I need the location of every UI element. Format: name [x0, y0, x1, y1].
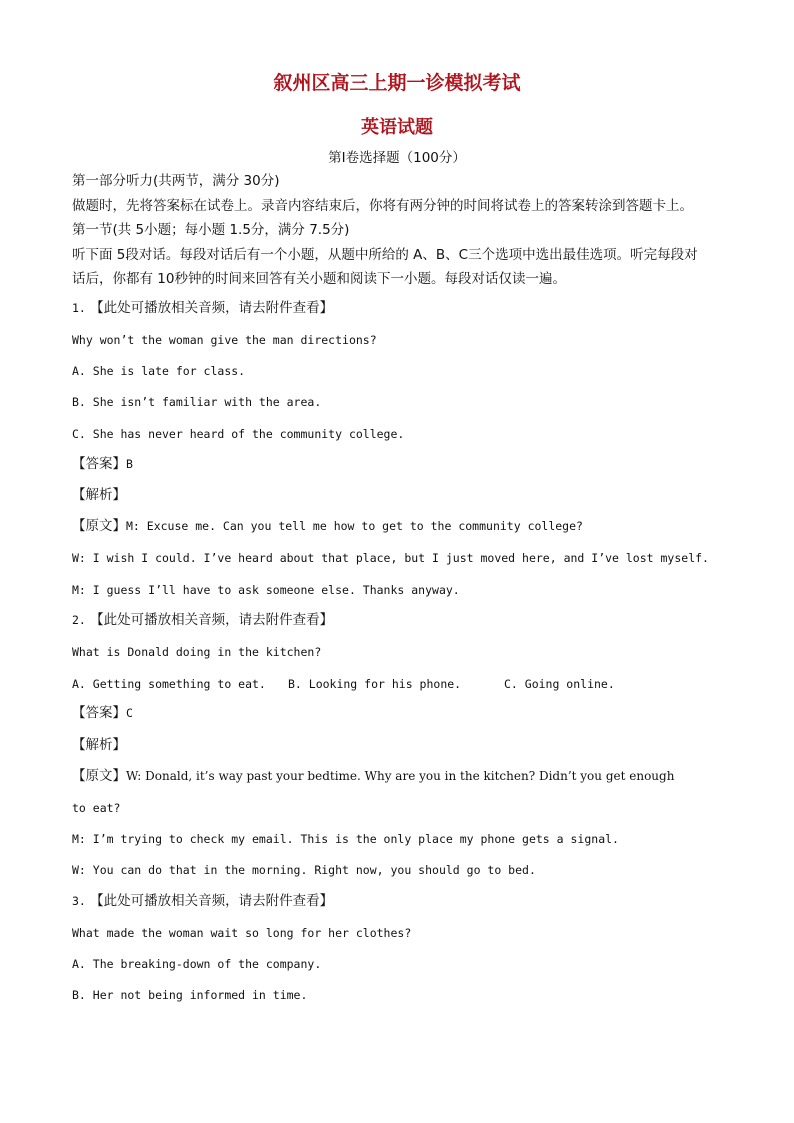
subject-title: 英语试题: [361, 117, 433, 138]
q3-option-b: B. Her not being informed in time.: [72, 988, 308, 1002]
q1-audio-link[interactable]: 【此处可播放相关音频，请去附件查看】: [90, 300, 334, 316]
q2-original-line3: W: You can do that in the morning. Right now, you should go to bed.: [72, 863, 536, 877]
q2-answer-value: C: [126, 706, 133, 720]
q2-original-line2: M: I’m trying to check my email. This is the only place my phone gets a signal.: [72, 832, 619, 846]
q2-answer: [72, 704, 133, 722]
q2-analysis-label: 【解析】: [72, 737, 126, 753]
q3-header: [72, 892, 333, 910]
q3-option-a: A. The breaking-down of the company.: [72, 957, 322, 971]
q2-question: What is Donald doing in the kitchen?: [72, 645, 322, 659]
instruction-text: 做题时，先将答案标在试卷上。录音内容结束后，你将有两分钟的时间将试卷上的答案转涂到答题卡上。: [72, 198, 693, 214]
q2-audio-link[interactable]: 【此处可播放相关音频，请去附件查看】: [90, 612, 334, 628]
q3-audio-link[interactable]: 【此处可播放相关音频，请去附件查看】: [90, 893, 334, 909]
q1-original-line2: W: I wish I could. I’ve heard about that place, but I just moved here, and I’ve lost myself.: [72, 551, 709, 565]
q2-option-c: C. Going online.: [504, 677, 615, 691]
q2-option-b: B. Looking for his phone.: [288, 677, 462, 691]
section1-desc-line2: 话后，你都有 10秒钟的时间来回答有关小题和阅读下一小题。每段对话仅读一遍。: [72, 271, 566, 287]
q2-answer-label: 【答案】: [72, 705, 126, 721]
q1-analysis-label: 【解析】: [72, 487, 126, 503]
q1-original-line3: M: I guess I’ll have to ask someone else. Thanks anyway.: [72, 583, 460, 597]
q2-original-text1: W: Donald, it’s way past your bedtime. Why are you in the kitchen? Didn’t you get enough: [126, 769, 675, 783]
q2-options: [72, 675, 615, 693]
q1-question: Why won’t the woman give the man directions?: [72, 333, 377, 347]
q1-option-c: C. She has never heard of the community college.: [72, 427, 405, 441]
q2-header: [72, 611, 333, 629]
q1-option-a: A. She is late for class.: [72, 364, 246, 378]
q1-answer-label: 【答案】: [72, 456, 126, 472]
q1-original-line1: [72, 517, 583, 535]
q2-original-line1b: to eat?: [72, 801, 121, 815]
q2-original-line1: [72, 767, 674, 785]
q2-original-label: 【原文】: [72, 768, 126, 784]
q1-option-b: B. She isn’t familiar with the area.: [72, 395, 322, 409]
q2-option-a: A. Getting something to eat.: [72, 677, 266, 691]
q3-question: What made the woman wait so long for her clothes?: [72, 926, 412, 940]
q2-number: 2.: [72, 613, 86, 627]
part1-heading: 第一部分听力(共两节，满分 30分): [72, 173, 280, 189]
q1-answer-value: B: [126, 457, 133, 471]
q1-answer: [72, 455, 133, 473]
q1-original-text1: M: Excuse me. Can you tell me how to get to the community college?: [126, 519, 583, 533]
volume-heading: 第Ⅰ卷选择题（100分）: [328, 150, 466, 166]
q1-original-label: 【原文】: [72, 518, 126, 534]
exam-title: 叙州区高三上期一诊模拟考试: [273, 72, 521, 94]
section1-heading: 第一节(共 5小题；每小题 1.5分，满分 7.5分): [72, 222, 350, 238]
q1-header: [72, 299, 333, 317]
q1-number: 1.: [72, 301, 86, 315]
section1-desc-line1: 听下面 5段对话。每段对话后有一个小题，从题中所给的 A、B、C三个选项中选出最佳选项。听完每段对: [72, 247, 698, 263]
q3-number: 3.: [72, 894, 86, 908]
